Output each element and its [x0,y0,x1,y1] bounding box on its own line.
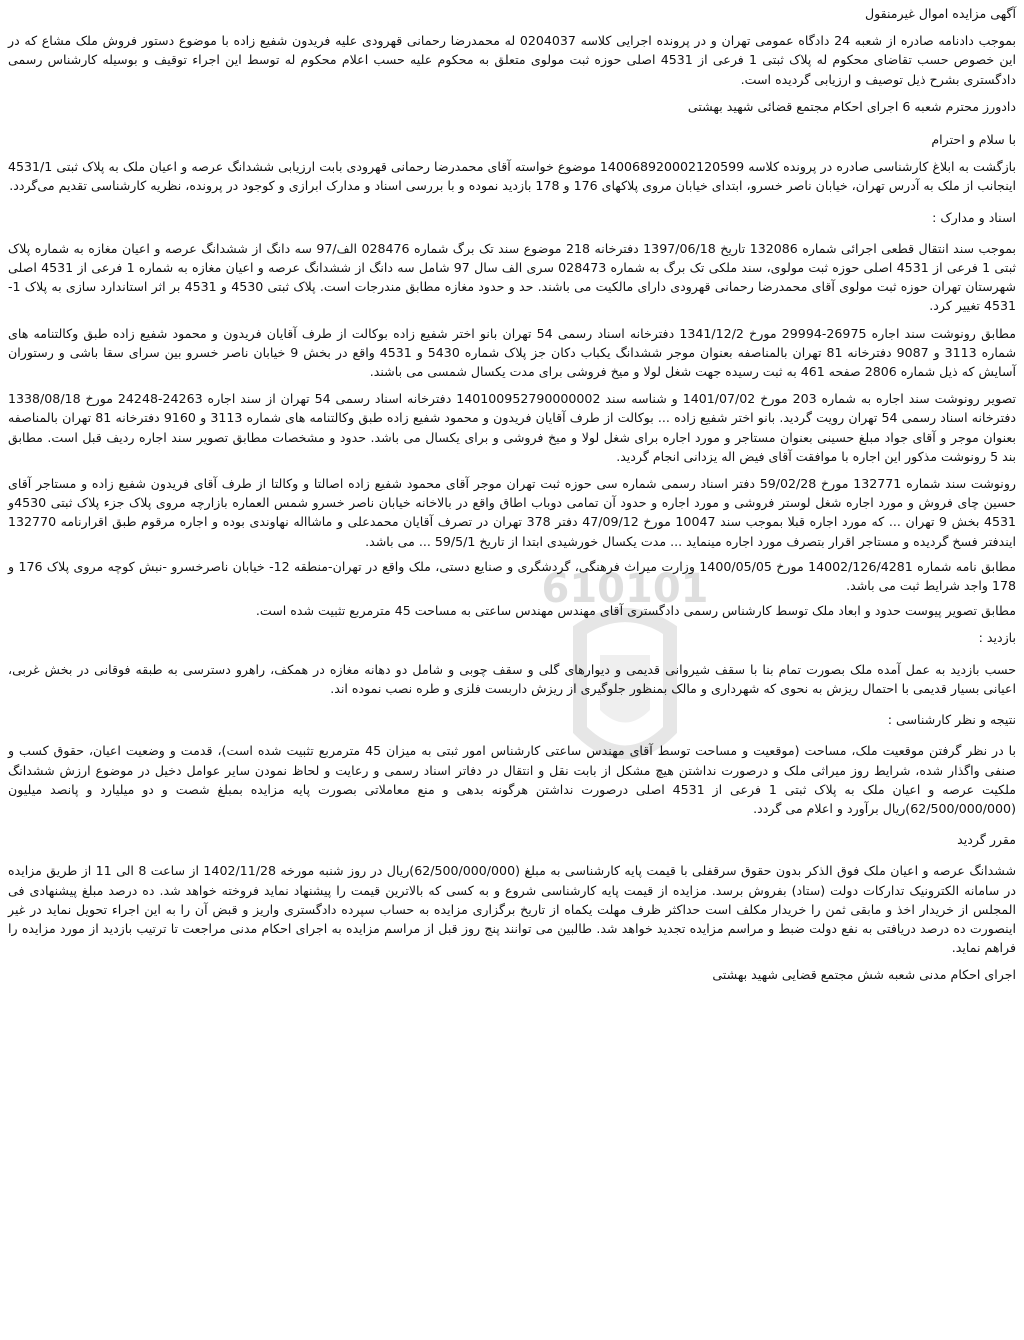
document-item-1: بموجب سند انتقال قطعی اجرائی شماره 132086 تاریخ 1397/06/18 دفترخانه 218 موضوع سند تک برگ شماره 028476 الف/97 سه دانگ از ششدانگ عرصه و اعیان مغازه به شماره پلاک ثبتی 1 فرعی از 4531 اصلی حوزه ثبت مولوی، سند ملکی تک برگ به شماره 028473 سری الف سال 97 شامل سه دانگ از ششدانگ عرصه و اعیان مغازه به شماره 1 فرعی از 4531 اصلی شهرستان تهران حوزه ثبت مولوی آقای محمدرضا رحمانی قهرودی دارای مالکیت می باشند. حد و حدود مغازه مطابق مندرجات است. پلاک ثبتی 4530 و 4531 بر اثر استاندارد سازی به پلاک 1-4531 تغییر کرد. [8,240,1016,314]
intro-paragraph: بموجب دادنامه صادره از شعبه 24 دادگاه عمومی تهران و در پرونده اجرایی کلاسه 0204037 له محمدرضا رحمانی قهرودی علیه فریدون شفیع زاده با موضوع دستور فروش ملک مشاع که در این خصوص حسب تقاضای محکوم له پلاک ثبتی 1 فرعی از 4531 اصلی حوزه ثبت مولوی متعلق به محکوم علیه حسب اعلام محکوم له توسط این اجراء توقیف و بوسیله کارشناس رسمی دادگستری بشرح ذیل توصیف و ارزیابی گردیده است. [8,33,1017,87]
report-intro-paragraph: بازگشت به ابلاغ کارشناسی صادره در پرونده کلاسه 140068920002120599 موضوع خواسته آقای محمدرضا رحمانی قهرودی بابت ارزیابی ششدانگ عرصه و اعیان ملک به پلاک ثبتی 4531/1 اینجانب از ملک به آدرس تهران، خیابان ناصر خسرو، ابتدای خیابان مروی پلاکهای 176 و 178 بازدید نموده و با بررسی اسناد و مدارک ابرازی و کوجود در پرونده، نظریه کارشناسی تقدیم می‌گردد. [8,159,1017,194]
document-item-3: تصویر رونوشت سند اجاره به شماره 203 مورخ 1401/07/02 و شناسه سند 140100952790000002 دفترخانه اسناد رسمی 54 تهران از سند اجاره 24263-24248 مورخ 1338/08/18 دفترخانه اسناد رسمی 54 تهران رویت گردید. بانو اختر شفیع زاده ... بوکالت از طرف آقایان فریدون و محمود شفیع زاده طبق وکالتنامه های شماره 3113 و 9160 دفترخانه 81 تهران بالمناصفه بعنوان موجر و آقای جواد مبلغ حسینی بعنوان مستاجر و مورد اجاره برای شغل لولا و میخ فروشی و برای یکسال می باشد. حدود و مشخصات مطابق تصویر سند اجاره ردیف قبل است. مطابق بند 5 رونوشت مذکور این اجاره با موافقت آقای فیض اله یزدانی انجام گردید. [8,391,1016,464]
decision-paragraph: ششدانگ عرصه و اعیان ملک فوق الذکر بدون حقوق سرقفلی با قیمت پایه کارشناسی به مبلغ (62/500/000/000)ریال در روز شنبه مورخه 1402/11/28 از ساعت 8 الی 11 از طریق مزایده در سامانه الکترونیک تدارکات دولت (ستاد) بفروش برسد. مزایده از قیمت پایه کارشناسی شروع و به کسی که بالاترین قیمت را پیشنهاد نماید فروخته خواهد شد. ده درصد مبلغ پیشنهادی فی المجلس از خریدار اخذ و مابقی ثمن را خریدار مکلف است حداکثر ظرف مهلت یکماه از تاریخ برگزاری مزایده به حساب سپرده دادگستری واریز و قبض آن را به این اجراء تحویل نماید در غیر اینصورت ده درصد دریافتی به نفع دولت ضبط و مراسم مزایده تجدید خواهد شد. طالبین می توانند پنج روز قبل از مراسم مزایده به اجرای احکام مدنی مراجعت تا ترتیب بازدید از مورد مزایده را فراهم نماید. [8,863,1017,956]
signature-line: اجرای احکام مدنی شعبه شش مجتمع قضایی شهید بهشتی [712,967,1016,983]
visit-paragraph: حسب بازدید به عمل آمده ملک بصورت تمام بنا با سقف شیروانی قدیمی و دیوارهای گلی و سقف چوبی و شامل دو دهانه مغازه در همکف، راهرو دسترسی به طبقه فوقانی در بخش غربی، اعیانی بسیار قدیمی با احتمال ریزش به نحوی که شهرداری و مالک بمنظور جلوگیری از ریزش داربست فلزی و طره نصب نموده اند. [8,661,1016,696]
decision-heading: مقرر گردید [957,832,1016,848]
visit-heading: بازدید : [978,630,1016,646]
result-paragraph: با در نظر گرفتن موقعیت ملک، مساحت (موقعیت و مساحت توسط آقای مهندس ساعتی کارشناس امور ثبتی به میزان 45 مترمربع تثبیت شده است)، قدمت و وضعیت اعیان، حقوق کسب و صنفی واگذار شده، شرایط روز میراثی ملک و درصورت نداشتن هیچ مشکل از بابت نقل و انتقال در دفاتر اسناد رسمی و رعایت و لحاظ نمودن سایر عوامل دخیل در موضوع ارزش ششدانگ ملکیت عرصه و اعیان ملک به پلاک ثبتی 1 فرعی از 4531 اصلی درصورت نداشتن هرگونه بدهی و منع معاملاتی بصورت پایه مزایده بمبلغ شصت و دو میلیارد و پانصد میلیون (62/500/000/000)ریال برآورد و اعلام می گردد. [8,743,1017,816]
result-heading: نتیجه و نظر کارشناسی : [887,712,1016,728]
document-item-2: مطابق رونوشت سند اجاره 26975-29994 مورخ 1341/12/2 دفترخانه اسناد رسمی 54 تهران بانو اختر شفیع زاده بوکالت از طرف آقایان فریدون و محمود شفیع زاده طبق وکالتنامه های شماره 3113 و 9087 دفترخانه 81 تهران بالمناصفه بعنوان موجر ششدانگ یکباب دکان جز پلاک شماره 5430 و 4531 واقع در بخش 9 خیابان ناصر خسرو بین سرای سقا باشی و رستوران آسایش که ذیل شماره 2806 صفحه 461 به ثبت رسیده جهت شغل لولا و میخ فروشی برای مدت یکسال شمسی می باشند. [8,325,1016,380]
document-item-4: رونوشت سند شماره 132771 مورخ 59/02/28 دفتر اسناد رسمی شماره سی حوزه ثبت تهران موجر آقای محمود شفیع زاده اصالتا و وکالتا از طرف آقای فریدون شفیع زاده و مستاجر آقای حسین چای فروش و مورد اجاره شغل لوستر فروشی و مورد اجاره و حدود آن تمامی دوباب اطاق واقع در بالاخانه خیابان ناصر خسرو شمس العماره بازارچه مروی پلاک جزء پلاک ثبتی 4530و 4531 بخش 9 تهران ... که مورد اجاره قبلا بموجب سند 10047 مورخ 47/09/12 دفتر 378 تهران در تصرف آقایان محمدعلی و ماشااله نهاوندی بوده و اجاره مرقوم طبق اقرارنامه 132770 ایندفتر فسخ گردیده و مستاجر اقرار بتصرف مورد اجاره مینماید ... مدت یکسال خورشیدی ابتدا از تاریخ 59/5/1 ... می باشد. [8,476,1016,549]
document-item-6: مطابق تصویر پیوست حدود و ابعاد ملک توسط کارشناس رسمی دادگستری آقای مهندس مهندس ساعتی به مساحت 45 مترمربع تثبیت شده است. [255,603,1016,619]
watermark-number: 610101 [541,566,709,612]
greeting-line: با سلام و احترام [931,132,1016,148]
notice-title: آگهی مزایده اموال غیرمنقول [864,6,1016,21]
document-item-5: مطابق نامه شماره 14002/126/4281 مورخ 1400/05/05 وزارت میراث فرهنگی، گردشگری و صنایع دستی، ملک واقع در تهران-منطقه 12- خیابان ناصرخسرو -نبش کوچه مروی پلاک 176 و 178 واجد شرایط ثبت می باشد. [8,558,1016,594]
addressee-line: دادورز محترم شعبه 6 اجرای احکام مجتمع قضائی شهید بهشتی [687,98,1016,114]
documents-heading: اسناد و مدارک : [932,209,1016,225]
